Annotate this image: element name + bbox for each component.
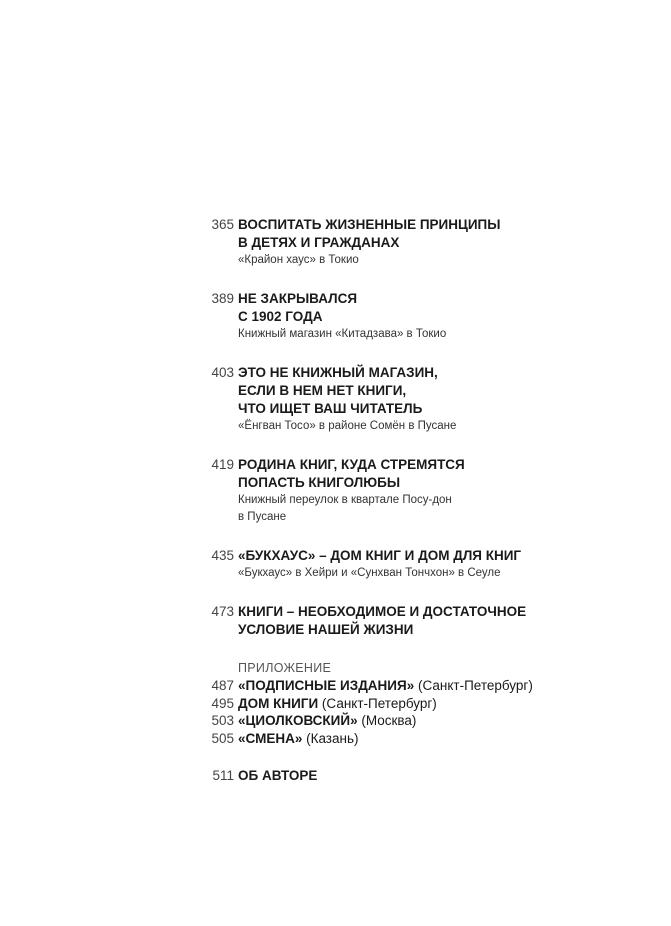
appendix-entry[interactable]	[196, 712, 656, 730]
entry-subtitle-line: Книжный переулок в квартале Посу-дон	[238, 494, 452, 506]
toc-entry[interactable]	[196, 216, 656, 269]
entry-title-line: НЕ ЗАКРЫВАЛСЯ	[238, 291, 358, 306]
page-number: 503	[211, 713, 234, 728]
entry-body	[238, 290, 656, 343]
appendix-entry[interactable]	[196, 695, 656, 713]
entry-title-line: ЧТО ИЩЕТ ВАШ ЧИТАТЕЛЬ	[238, 401, 423, 416]
entry-body	[238, 730, 656, 748]
appendix-city: (Москва)	[357, 713, 417, 728]
appendix-entry-title	[238, 695, 656, 713]
toc-entry[interactable]	[196, 364, 656, 435]
entry-body	[238, 547, 656, 582]
entry-body	[238, 677, 656, 695]
appendix-store-name: ДОМ КНИГИ	[238, 695, 319, 711]
appendix-city: (Санкт-Петербург)	[318, 695, 437, 711]
appendix-city: (Санкт-Петербург)	[414, 678, 533, 693]
entry-title-line: С 1902 ГОДА	[238, 309, 323, 324]
entry-title-line: РОДИНА КНИГ, КУДА СТРЕМЯТСЯ	[238, 457, 465, 472]
appendix-heading: ПРИЛОЖЕНИЕ	[238, 661, 332, 675]
appendix-entry-title	[238, 677, 656, 695]
appendix-store-name: «ПОДПИСНЫЕ ИЗДАНИЯ»	[238, 678, 415, 693]
toc-entry-about-author[interactable]	[196, 767, 656, 785]
page-number: 511	[212, 768, 234, 783]
page-number: 495	[211, 695, 234, 711]
appendix-entry[interactable]	[196, 730, 656, 748]
appendix-store-name: «ЦИОЛКОВСКИЙ»	[238, 713, 358, 728]
entry-subtitle-line: в Пусане	[238, 511, 287, 523]
toc-entry[interactable]	[196, 456, 656, 526]
page-number: 403	[211, 365, 234, 380]
entry-title-line: ЕСЛИ В НЕМ НЕТ КНИГИ,	[238, 383, 407, 398]
page-number: 473	[211, 604, 234, 619]
entry-title-line: В ДЕТЯХ И ГРАЖДАНАХ	[238, 235, 400, 250]
page-number: 419	[211, 457, 234, 472]
entry-body	[238, 695, 656, 713]
appendix-store-name: «СМЕНА»	[238, 730, 303, 746]
entry-body	[238, 216, 656, 269]
entry-title-line: УСЛОВИЕ НАШЕЙ ЖИЗНИ	[238, 622, 414, 637]
entry-title-line: ОБ АВТОРЕ	[238, 768, 318, 783]
entry-subtitle-line: «Ёнгван Тосо» в районе Сомён в Пусане	[238, 420, 457, 432]
page-number: 435	[211, 548, 234, 563]
entry-subtitle-line: «Крайон хаус» в Токио	[238, 254, 359, 266]
entry-title-line: ВОСПИТАТЬ ЖИЗНЕННЫЕ ПРИНЦИПЫ	[238, 217, 501, 232]
entry-subtitle-line: Книжный магазин «Китадзава» в Токио	[238, 328, 447, 340]
entry-body	[238, 603, 656, 639]
page-number: 487	[211, 678, 234, 693]
toc-entry[interactable]	[196, 290, 656, 343]
page-number: 365	[211, 217, 234, 232]
toc-entry[interactable]	[196, 603, 656, 639]
appendix-entry-title	[238, 730, 656, 748]
entry-title-line: «БУКХАУС» – ДОМ КНИГ И ДОМ ДЛЯ КНИГ	[238, 548, 522, 563]
table-of-contents	[196, 216, 656, 785]
entry-subtitle-line: «Букхаус» в Хейри и «Сунхван Тончхон» в Сеуле	[238, 567, 501, 579]
entry-title-line: КНИГИ – НЕОБХОДИМОЕ И ДОСТАТОЧНОЕ	[238, 604, 527, 619]
page-number: 389	[211, 291, 234, 306]
appendix-city: (Казань)	[302, 730, 359, 746]
entry-body	[238, 767, 656, 785]
entry-title-line: ЭТО НЕ КНИЖНЫЙ МАГАЗИН,	[238, 365, 438, 380]
entry-title-line: ПОПАСТЬ КНИГОЛЮБЫ	[238, 475, 401, 490]
page-number: 505	[211, 730, 234, 746]
appendix-entry-title	[238, 712, 656, 730]
entry-body	[238, 712, 656, 730]
appendix-entry[interactable]	[196, 677, 656, 695]
toc-entry[interactable]	[196, 547, 656, 582]
entry-body	[238, 364, 656, 435]
entry-body	[238, 456, 656, 526]
